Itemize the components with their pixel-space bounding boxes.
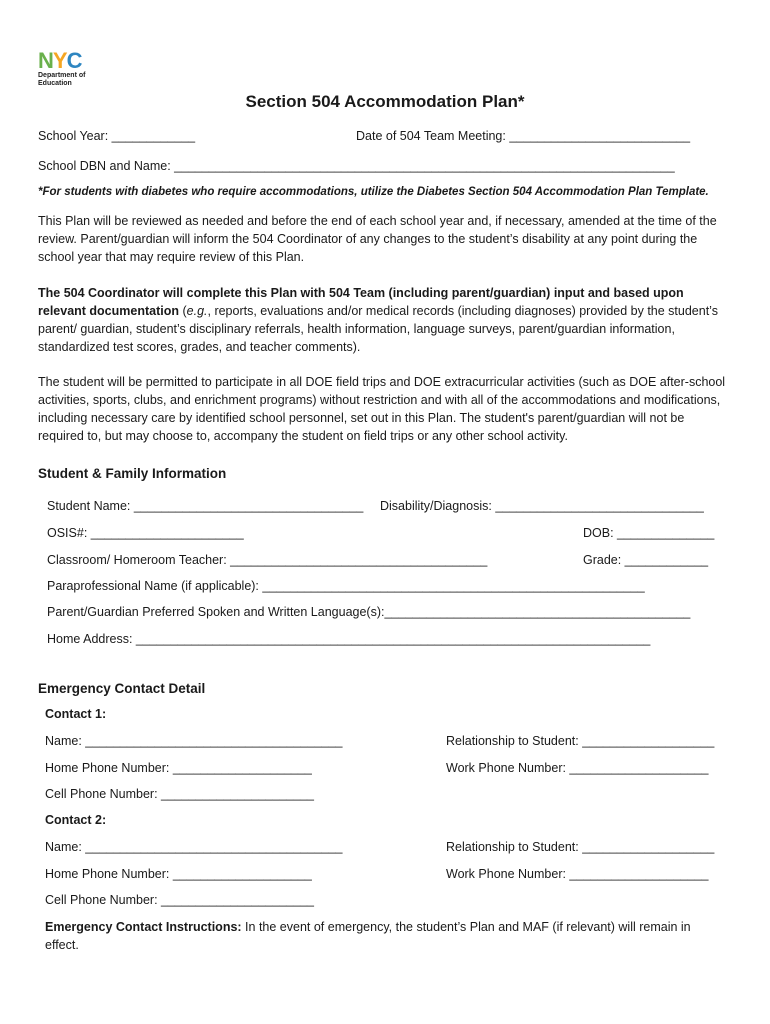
emergency-instructions-label: Emergency Contact Instructions: (45, 920, 242, 934)
document-title: Section 504 Accommodation Plan* (245, 92, 525, 111)
contact-2-name-field[interactable]: Name: _____________________________________ (45, 840, 343, 854)
student-name-field[interactable]: Student Name: _________________________________ (47, 499, 364, 513)
logo-letter-c: C (66, 48, 82, 73)
review-paragraph: This Plan will be reviewed as needed and before the end of each school year and, if necessary, amended at the time of the review. Parent/guardian will inform the 504 Coordinator of any changes to the student’s disability at any point during the school year that may require review of this Plan. (38, 214, 717, 264)
nyc-doe-logo (38, 50, 108, 90)
logo-letter-y: Y (52, 48, 67, 73)
logo-subtitle-line2: Education (38, 80, 72, 87)
diabetes-note: *For students with diabetes who require accommodations, utilize the Diabetes Section 504 Accommodation Plan Template. (38, 186, 709, 198)
school-year-field[interactable]: School Year: ____________ (38, 129, 196, 143)
dob-field[interactable]: DOB: ______________ (583, 526, 715, 540)
disability-field[interactable]: Disability/Diagnosis: ______________________________ (380, 499, 704, 513)
coordinator-paragraph-eg: e.g. (186, 304, 208, 318)
contact-2-label: Contact 2: (45, 813, 107, 827)
home-address-field[interactable]: Home Address: __________________________________________________________________________ (47, 632, 651, 646)
contact-1-relationship-field[interactable]: Relationship to Student: ___________________ (446, 734, 715, 748)
emergency-instructions (45, 918, 705, 954)
teacher-field[interactable]: Classroom/ Homeroom Teacher: _____________________________________ (47, 553, 488, 567)
student-family-heading: Student & Family Information (38, 466, 227, 481)
contact-1-name-field[interactable]: Name: _____________________________________ (45, 734, 343, 748)
participation-paragraph: The student will be permitted to participate in all DOE field trips and DOE extracurricular activities (such as DOE after-school activities, sports, clubs, and enrichment programs) without restriction and with all of the accommodations and modifications, including necessary care by identified school personnel, set out in this Plan. The student's parent/guardian will not be required to, but may choose to, accompany the student on field trips or any other school activity. (38, 375, 726, 443)
logo-letter-n: N (38, 48, 53, 73)
logo-subtitle-line1: Department of (38, 72, 86, 79)
meeting-date-field[interactable]: Date of 504 Team Meeting: __________________________ (356, 129, 691, 143)
contact-2-home-phone-field[interactable]: Home Phone Number: ____________________ (45, 867, 312, 881)
contact-1-label: Contact 1: (45, 707, 107, 721)
paraprofessional-field[interactable]: Paraprofessional Name (if applicable): _______________________________________________________ (47, 579, 645, 593)
contact-2-relationship-field[interactable]: Relationship to Student: ___________________ (446, 840, 715, 854)
grade-field[interactable]: Grade: ____________ (583, 553, 709, 567)
coordinator-paragraph-open: ( (179, 304, 187, 318)
coordinator-paragraph (38, 284, 730, 356)
coordinator-paragraph-rest: , reports, evaluations and/or medical records (including diagnoses) provided by the student’s parent/ guardian, student’s disciplinary referrals, health information, language surveys, parent/guardian information, standardized test scores, grades, and teacher comments). (38, 304, 718, 354)
school-dbn-field[interactable]: School DBN and Name: ________________________________________________________________________ (38, 159, 675, 173)
emergency-contact-heading: Emergency Contact Detail (38, 681, 206, 696)
contact-1-work-phone-field[interactable]: Work Phone Number: ____________________ (446, 761, 709, 775)
emergency-instructions-text: In the event of emergency, the student’s Plan and MAF (if relevant) will remain in effect. (45, 920, 691, 952)
contact-2-cell-phone-field[interactable]: Cell Phone Number: ______________________ (45, 893, 314, 907)
nyc-logo-mark (38, 50, 108, 72)
contact-2-work-phone-field[interactable]: Work Phone Number: ____________________ (446, 867, 709, 881)
contact-1-home-phone-field[interactable]: Home Phone Number: ____________________ (45, 761, 312, 775)
contact-1-cell-phone-field[interactable]: Cell Phone Number: ______________________ (45, 787, 314, 801)
coordinator-paragraph-bold: The 504 Coordinator will complete this Plan with 504 Team (including parent/guardian) input and based upon relevant documentation (38, 286, 684, 318)
language-field[interactable]: Parent/Guardian Preferred Spoken and Written Language(s):____________________________________________ (47, 605, 691, 619)
osis-field[interactable]: OSIS#: ______________________ (47, 526, 244, 540)
